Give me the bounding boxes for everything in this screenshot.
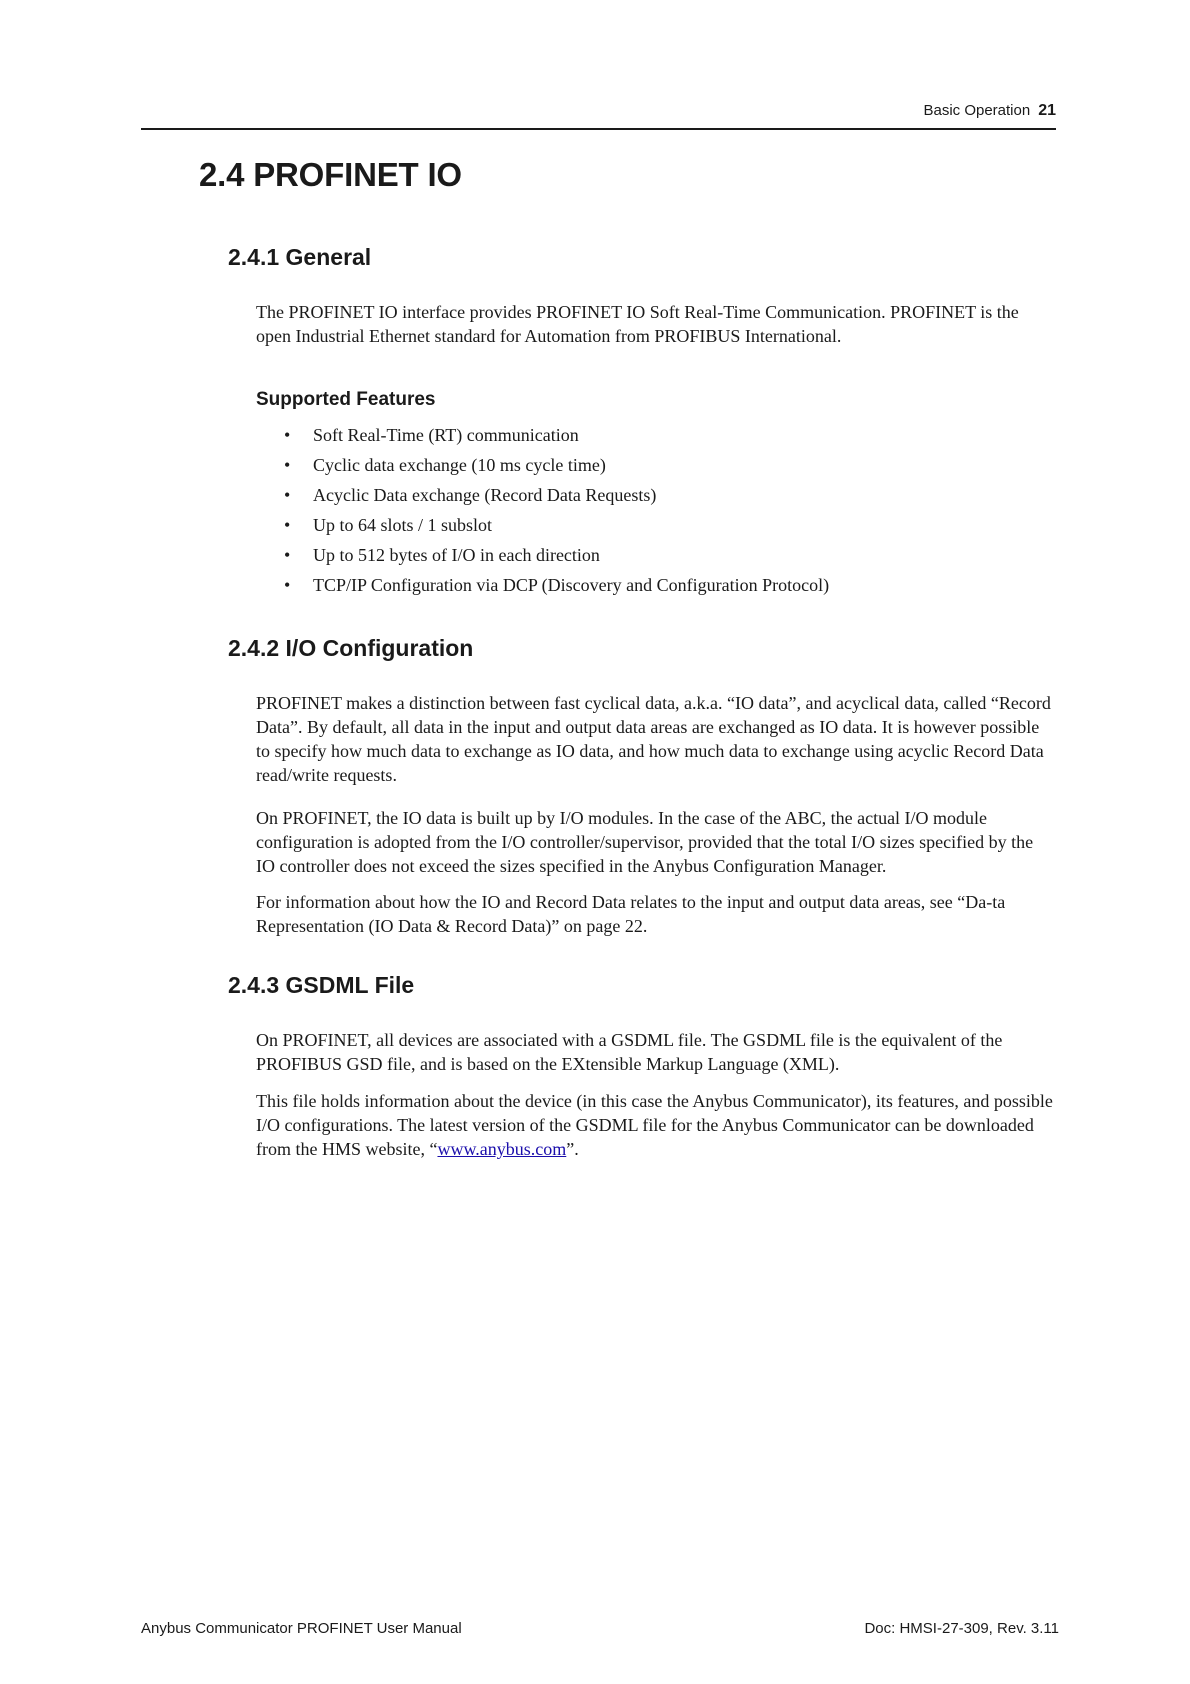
feature-text: Up to 64 slots / 1 subslot <box>313 515 493 535</box>
feature-text: TCP/IP Configuration via DCP (Discovery and Configuration Protocol) <box>313 575 830 595</box>
gsdml-heading: 2.4.3 GSDML File <box>228 972 415 998</box>
feature-text: Acyclic Data exchange (Record Data Requests) <box>313 485 657 505</box>
feature-text: Cyclic data exchange (10 ms cycle time) <box>313 455 606 475</box>
header-page-number: 21 <box>1038 102 1056 119</box>
feature-text: Soft Real-Time (RT) communication <box>313 425 579 445</box>
bullet-icon: • <box>284 455 291 475</box>
io-config-heading: 2.4.2 I/O Configuration <box>228 635 474 661</box>
list-item <box>256 570 829 600</box>
list-item <box>256 420 829 450</box>
section-title: 2.4 PROFINET IO <box>199 156 462 193</box>
header-section-title: Basic Operation <box>923 102 1031 119</box>
gsdml-paragraph-1: On PROFINET, all devices are associated with a GSDML file. The GSDML file is the equivalent of the PROFIBUS GSD file, and is based on the EXtensible Markup Language (XML). <box>256 1030 1003 1074</box>
footer-manual-title: Anybus Communicator PROFINET User Manual <box>141 1620 462 1637</box>
bullet-icon: • <box>284 425 291 445</box>
bullet-icon: • <box>284 515 291 535</box>
features-list <box>256 420 829 600</box>
gsdml-paragraph-2-text: This file holds information about the device (in this case the Anybus Communicator), its features, and possible I/O configurations. The latest version of the GSDML file for the Anybus Communicator can be downloaded from the HMS website, “ <box>256 1091 1053 1159</box>
io-config-paragraph-1: PROFINET makes a distinction between fast cyclical data, a.k.a. “IO data”, and acyclical data, called “Record Data”. By default, all data in the input and output data areas are exchanged as IO data. It is however possible to specify how much data to exchange as IO data, and how much data to exchange using acyclic Record Data read/write requests. <box>256 693 1051 785</box>
header-text <box>923 102 1056 120</box>
bullet-icon: • <box>284 575 291 595</box>
footer-doc-number: Doc: HMSI-27-309, Rev. 3.11 <box>864 1620 1059 1637</box>
feature-text: Up to 512 bytes of I/O in each direction <box>313 545 600 565</box>
io-config-paragraph-3: For information about how the IO and Record Data relates to the input and output data areas, see “Da-ta Representation (IO Data & Record Data)” on page 22. <box>256 892 1006 936</box>
bullet-icon: • <box>284 545 291 565</box>
io-config-paragraph-2: On PROFINET, the IO data is built up by I/O modules. In the case of the ABC, the actual I/O module configuration is adopted from the I/O controller/supervisor, provided that the total I/O sizes specified by the IO controller does not exceed the sizes specified in the Anybus Configuration Manager. <box>256 808 1034 876</box>
gsdml-paragraph-2-end: ”. <box>566 1139 579 1159</box>
list-item <box>256 510 829 540</box>
anybus-website-link[interactable]: www.anybus.com <box>437 1139 567 1159</box>
general-paragraph: The PROFINET IO interface provides PROFINET IO Soft Real-Time Communication. PROFINET is the open Industrial Ethernet standard for Automation from PROFIBUS International. <box>256 302 1019 346</box>
list-item <box>256 540 829 570</box>
list-item <box>256 450 829 480</box>
gsdml-paragraph-2 <box>256 1089 1056 1161</box>
page-header <box>141 100 1056 130</box>
list-item <box>256 480 829 510</box>
bullet-icon: • <box>284 485 291 505</box>
general-heading: 2.4.1 General <box>228 244 372 270</box>
features-heading: Supported Features <box>256 389 436 410</box>
